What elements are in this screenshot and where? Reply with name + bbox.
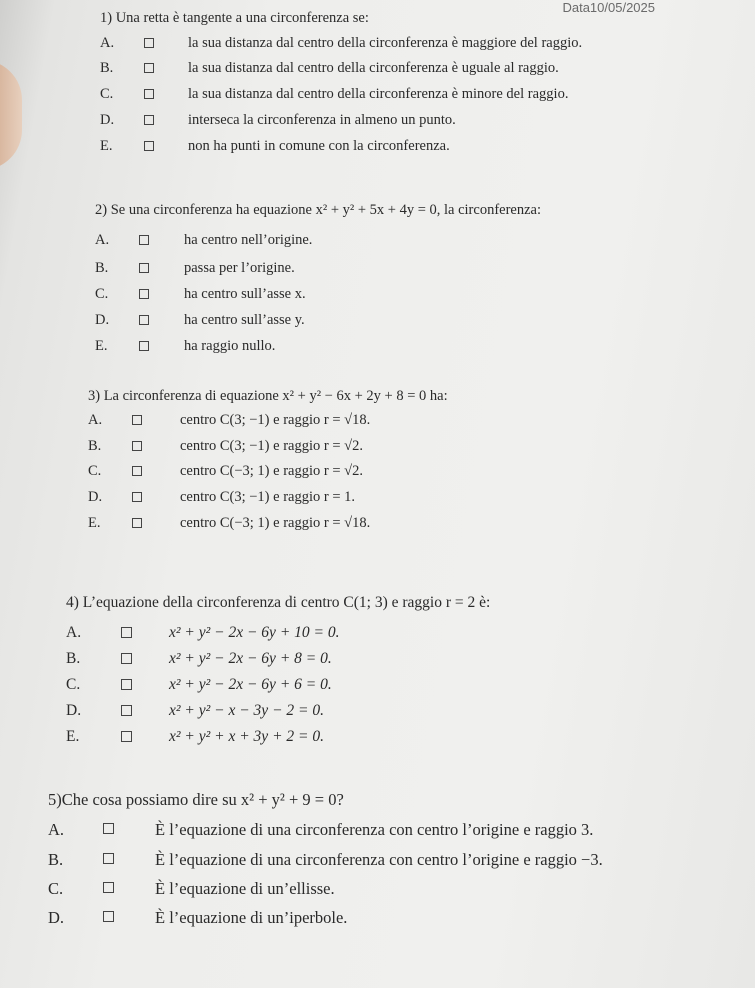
checkbox[interactable]	[144, 38, 154, 48]
option-letter: D.	[100, 112, 115, 128]
checkbox[interactable]	[132, 518, 142, 528]
option-text: centro C(−3; 1) e raggio r = √2.	[180, 463, 363, 479]
checkbox[interactable]	[132, 441, 142, 451]
option-letter: D.	[66, 702, 82, 719]
option-letter: B.	[95, 260, 109, 276]
option-text: x² + y² − x − 3y − 2 = 0.	[169, 702, 324, 719]
option-text: È l’equazione di una circonferenza con centro l’origine e raggio 3.	[155, 820, 594, 839]
checkbox[interactable]	[132, 415, 142, 425]
option-text: ha raggio nullo.	[184, 338, 276, 354]
checkbox[interactable]	[121, 679, 132, 690]
checkbox[interactable]	[144, 89, 154, 99]
option-text: ha centro sull’asse y.	[184, 312, 305, 328]
option-letter: E.	[88, 515, 101, 531]
option-text: x² + y² − 2x − 6y + 10 = 0.	[169, 624, 340, 641]
checkbox[interactable]	[121, 731, 132, 742]
option-text: la sua distanza dal centro della circonferenza è maggiore del raggio.	[188, 35, 583, 51]
finger-shadow	[0, 60, 22, 170]
option-text: x² + y² + x + 3y + 2 = 0.	[169, 728, 324, 745]
option-text: x² + y² − 2x − 6y + 6 = 0.	[169, 676, 332, 693]
option-letter: C.	[95, 286, 109, 302]
question-title: 3) La circonferenza di equazione x² + y² − 6x + 2y + 8 = 0 ha:	[88, 388, 448, 404]
checkbox[interactable]	[121, 627, 132, 638]
option-letter: D.	[88, 489, 103, 505]
checkbox[interactable]	[132, 466, 142, 476]
date-label: Data10/05/2025	[562, 0, 655, 15]
option-text: la sua distanza dal centro della circonferenza è minore del raggio.	[188, 86, 569, 102]
option-text: È l’equazione di una circonferenza con centro l’origine e raggio −3.	[155, 850, 603, 869]
checkbox[interactable]	[103, 911, 114, 922]
checkbox[interactable]	[139, 289, 149, 299]
checkbox[interactable]	[144, 141, 154, 151]
option-text: passa per l’origine.	[184, 260, 295, 276]
question-title: 2) Se una circonferenza ha equazione x² + y² + 5x + 4y = 0, la circonferenza:	[95, 202, 542, 218]
option-letter: B.	[88, 438, 102, 454]
option-letter: A.	[48, 820, 65, 839]
question-title: 4) L’equazione della circonferenza di centro C(1; 3) e raggio r = 2 è:	[66, 594, 491, 611]
option-text: centro C(3; −1) e raggio r = √18.	[180, 412, 371, 428]
option-text: centro C(3; −1) e raggio r = 1.	[180, 489, 355, 505]
checkbox[interactable]	[139, 235, 149, 245]
option-text: ha centro sull’asse x.	[184, 286, 306, 302]
question-title: 1) Una retta è tangente a una circonferenza se:	[100, 10, 369, 26]
checkbox[interactable]	[103, 853, 114, 864]
option-letter: E.	[95, 338, 108, 354]
option-letter: D.	[48, 908, 65, 927]
checkbox[interactable]	[139, 341, 149, 351]
checkbox[interactable]	[132, 492, 142, 502]
option-text: x² + y² − 2x − 6y + 8 = 0.	[169, 650, 332, 667]
option-letter: B.	[100, 60, 114, 76]
checkbox[interactable]	[139, 263, 149, 273]
option-letter: D.	[95, 312, 110, 328]
option-letter: C.	[100, 86, 114, 102]
option-letter: C.	[88, 463, 102, 479]
option-letter: B.	[48, 850, 64, 869]
checkbox[interactable]	[139, 315, 149, 325]
option-text: centro C(3; −1) e raggio r = √2.	[180, 438, 363, 454]
option-letter: E.	[66, 728, 80, 745]
option-letter: B.	[66, 650, 81, 667]
option-letter: A.	[66, 624, 82, 641]
option-letter: C.	[48, 879, 64, 898]
option-text: interseca la circonferenza in almeno un punto.	[188, 112, 456, 128]
option-letter: A.	[100, 35, 115, 51]
option-text: ha centro nell’origine.	[184, 232, 313, 248]
option-text: È l’equazione di un’ellisse.	[155, 879, 335, 898]
option-text: non ha punti in comune con la circonferenza.	[188, 138, 450, 154]
option-letter: A.	[95, 232, 110, 248]
option-text: È l’equazione di un’iperbole.	[155, 908, 348, 927]
option-text: la sua distanza dal centro della circonferenza è uguale al raggio.	[188, 60, 559, 76]
checkbox[interactable]	[144, 115, 154, 125]
checkbox[interactable]	[103, 823, 114, 834]
option-text: centro C(−3; 1) e raggio r = √18.	[180, 515, 371, 531]
question-title: 5)Che cosa possiamo dire su x² + y² + 9 = 0?	[48, 790, 344, 809]
checkbox[interactable]	[144, 63, 154, 73]
option-letter: E.	[100, 138, 113, 154]
option-letter: C.	[66, 676, 81, 693]
checkbox[interactable]	[121, 705, 132, 716]
option-letter: A.	[88, 412, 103, 428]
checkbox[interactable]	[103, 882, 114, 893]
checkbox[interactable]	[121, 653, 132, 664]
